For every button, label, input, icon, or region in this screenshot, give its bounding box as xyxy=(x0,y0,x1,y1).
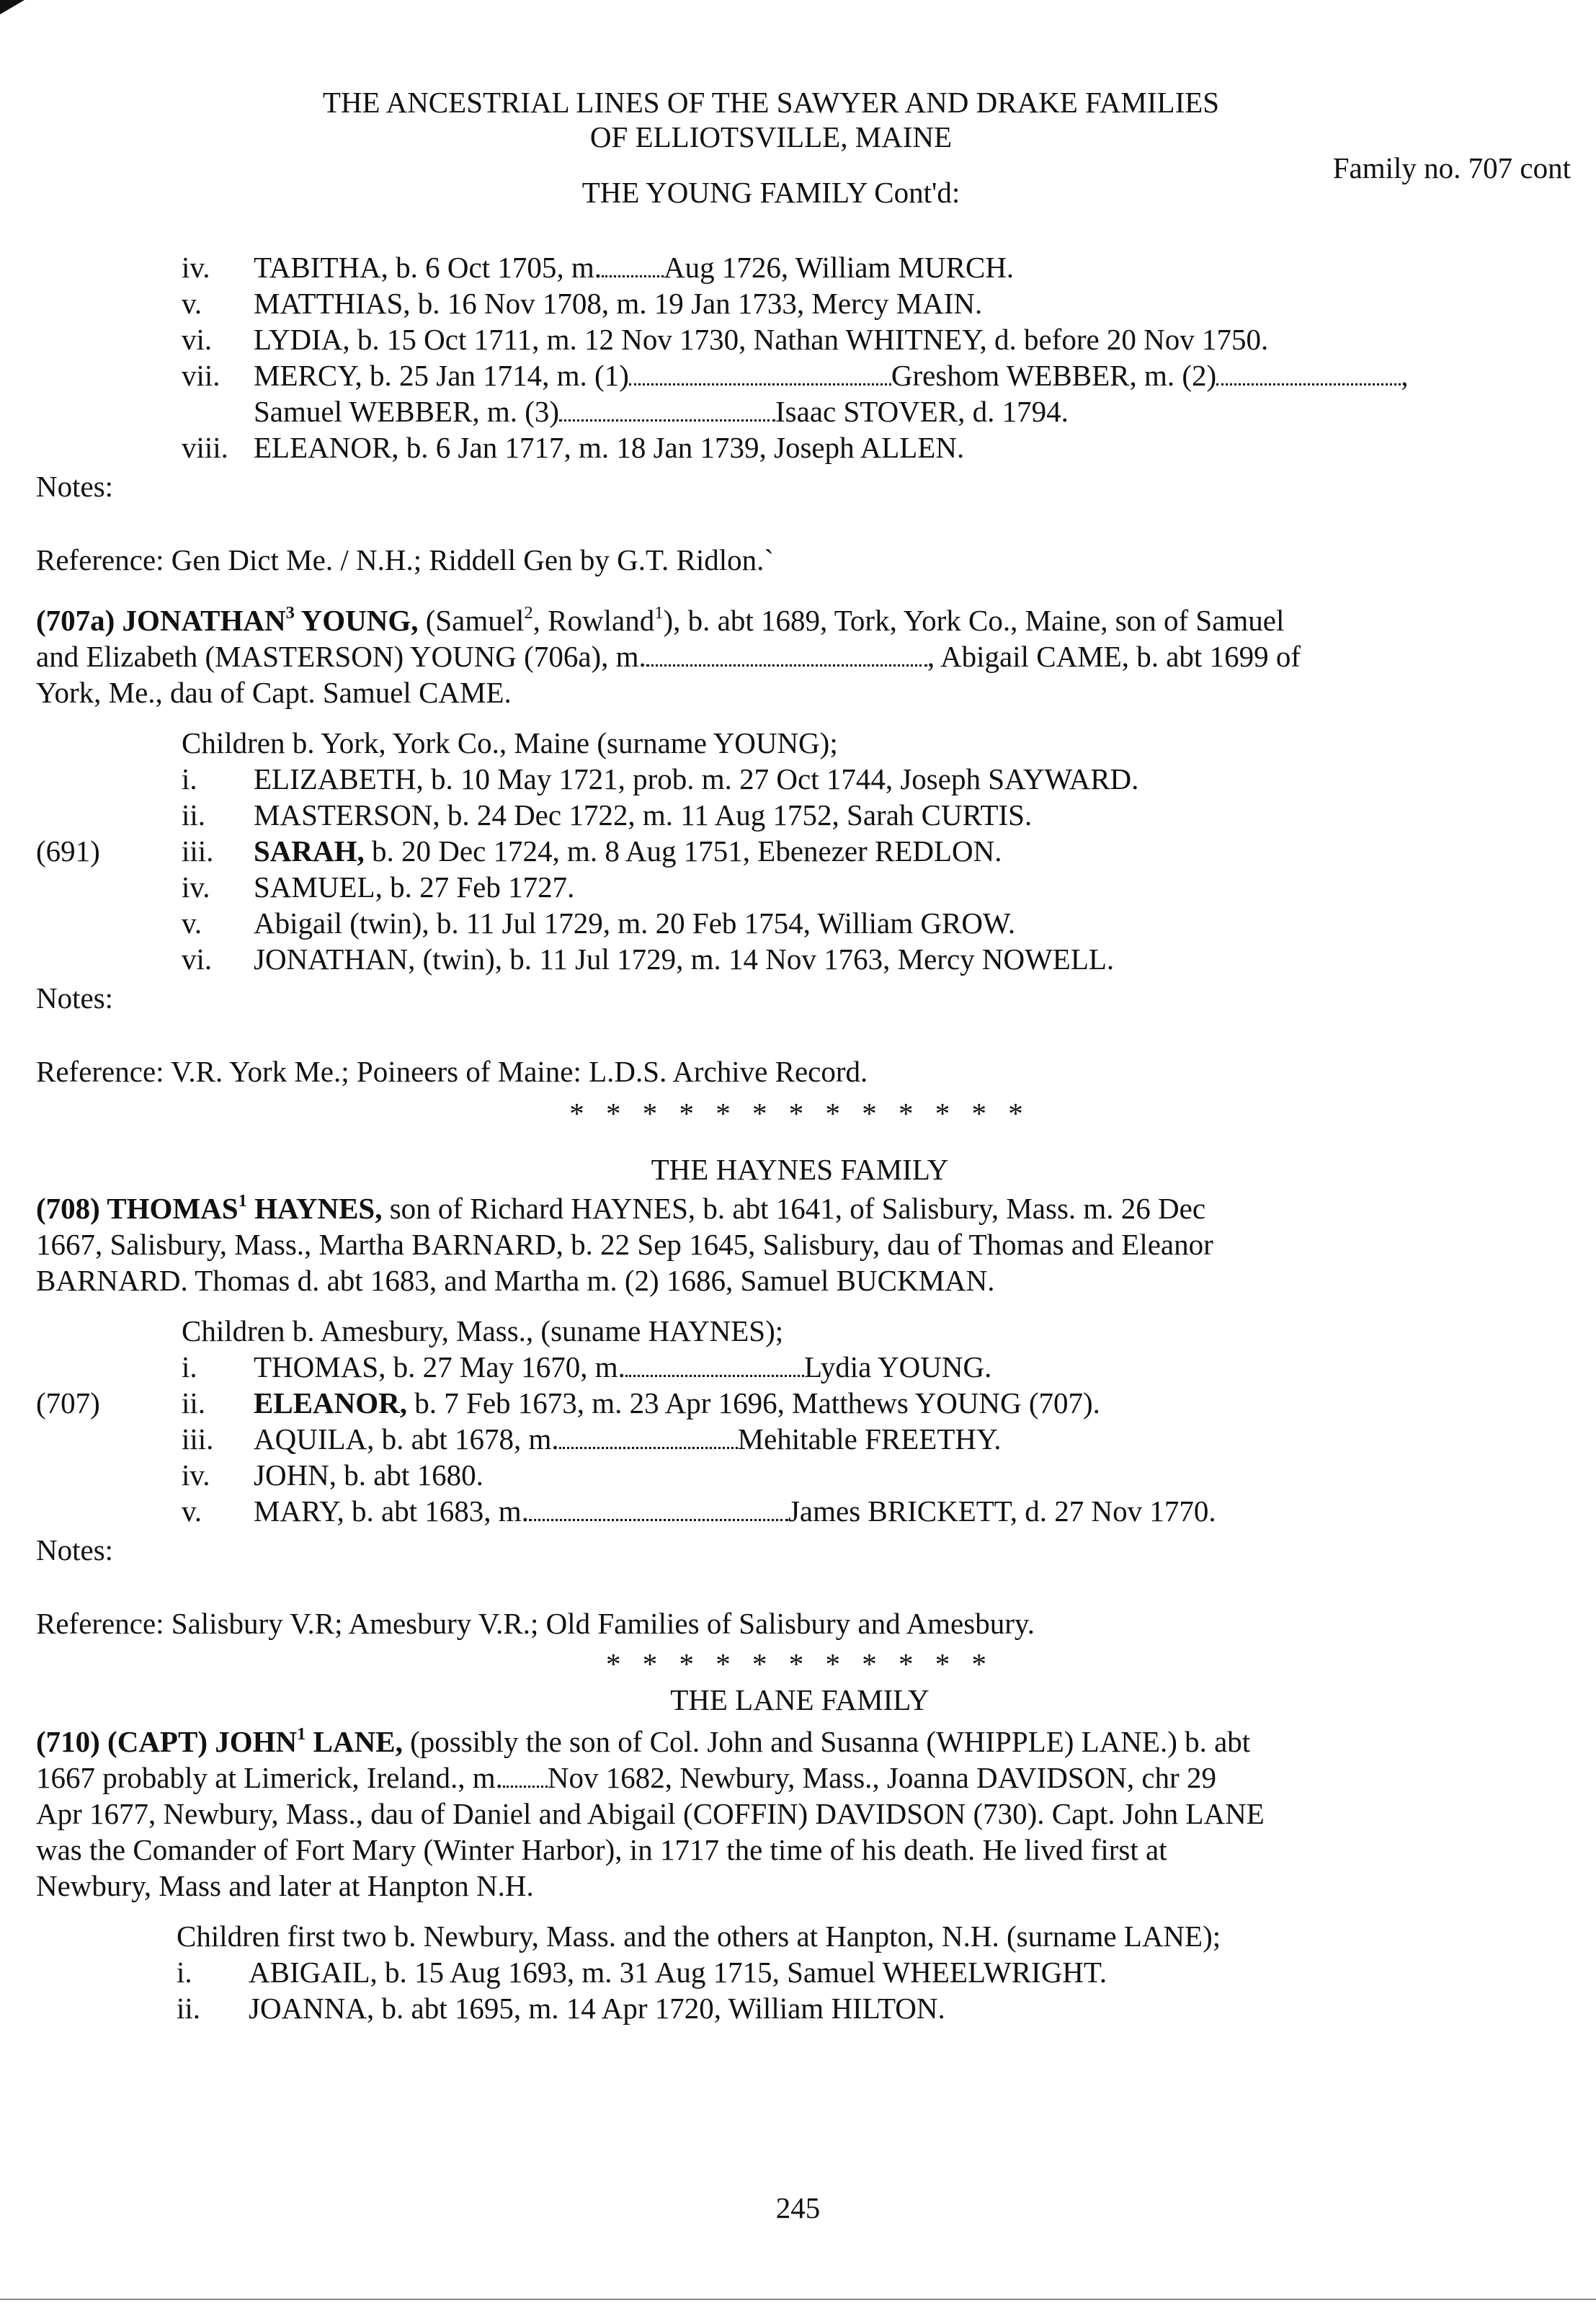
haynes-family-title: THE HAYNES FAMILY xyxy=(651,1153,949,1186)
notes-label: Notes: xyxy=(36,1533,114,1566)
list-item: i. ELIZABETH, b. 10 May 1721, prob. m. 27 Oct 1744, Joseph SAYWARD. xyxy=(182,762,1139,795)
cross-reference: (707) xyxy=(36,1386,100,1420)
list-item: iv. TABITHA, b. 6 Oct 1705, m. Aug 1726, William MURCH. xyxy=(182,251,1015,284)
list-item: ii. MASTERSON, b. 24 Dec 1722, m. 11 Aug 1752, Sarah CURTIS. xyxy=(182,798,1033,832)
entry-708-children: Children b. Amesbury, Mass., (suname HAYNES); i. THOMAS, b. 27 May 1670, m. Lydia YOUNG. (707) ii. ELEANOR, b. 7 Feb 1673, m. 23 Apr 1696, Matthews YOUNG (707). iii. AQUILA, b. abt 1678, m. Mehitable FREETHY. iv. JOHN, b. abt 1680. v. MARY, b. abt 1683, m. James BRICKETT, d. 27 Nov 1770. xyxy=(182,1313,1564,1529)
list-item: v. MARY, b. abt 1683, m. James BRICKETT, d. 27 Nov 1770. xyxy=(182,1494,1216,1528)
young-family-subtitle: THE YOUNG FAMILY Cont'd: xyxy=(581,176,960,209)
document-page xyxy=(36,85,1571,2026)
entry-707a: (707a) JONATHAN$^3$ YOUNG, (Samuel$^2$, Rowland$^1$), b. abt 1689, Tork, York Co., Maine, son of Samuel and Elizabeth (MASTERSON) YOUNG (706a), m. , Abigail CAME, b. abt 1699 of York, Me., dau of Capt. Samuel CAME. Children b. York, York Co., Maine (surname YOUNG); i. ELIZABETH, b. 10 May 1721, prob. m. 27 Oct 1744, Joseph SAYWARD. ii. MASTERSON, b. 24 Dec 1722, m. 11 Aug 1752, Sarah CURTIS. (691) iii. SARAH, b. 20 Dec 1724, m. 8 Aug 1751, Ebenezer REDLON. iv. SAMUEL, b. 27 Feb 1727. v. Abigail (twin), b. 11 Jul 1729, m. 20 Feb 1754, William GROW. vi. JONATHAN, (twin), b. 11 Jul 1729, m. 14 Nov 1763, Mercy NOWELL. Notes: Reference: V.R. York Me.; Poineers of Maine: L.D.S. Archive Record. xyxy=(36,602,1564,1089)
young-children-list xyxy=(182,249,1564,465)
list-item: vi. LYDIA, b. 15 Oct 1711, m. 12 Nov 1730, Nathan WHITNEY, d. before 20 Nov 1750. xyxy=(182,323,1269,356)
list-item: iv. JOHN, b. abt 1680. xyxy=(182,1458,483,1492)
family-number: Family no. 707 cont xyxy=(1332,151,1571,184)
entry-707a-children: Children b. York, York Co., Maine (surname YOUNG); i. ELIZABETH, b. 10 May 1721, prob. m. 27 Oct 1744, Joseph SAYWARD. ii. MASTERSON, b. 24 Dec 1722, m. 11 Aug 1752, Sarah CURTIS. (691) iii. SARAH, b. 20 Dec 1724, m. 8 Aug 1751, Ebenezer REDLON. iv. SAMUEL, b. 27 Feb 1727. v. Abigail (twin), b. 11 Jul 1729, m. 20 Feb 1754, William GROW. vi. JONATHAN, (twin), b. 11 Jul 1729, m. 14 Nov 1763, Mercy NOWELL. xyxy=(182,725,1564,977)
reference-line: Reference: V.R. York Me.; Poineers of Maine: L.D.S. Archive Record. xyxy=(36,1055,868,1088)
header-title-line2: OF ELLIOTSVILLE, MAINE xyxy=(589,120,953,153)
list-item: vi. JONATHAN, (twin), b. 11 Jul 1729, m. 14 Nov 1763, Mercy NOWELL. xyxy=(182,942,1115,976)
list-item: v. Abigail (twin), b. 11 Jul 1729, m. 20 Feb 1754, William GROW. xyxy=(182,906,1016,940)
list-item: v. MATTHIAS, b. 16 Nov 1708, m. 19 Jan 1733, Mercy MAIN. xyxy=(182,287,983,320)
entry-710-children: Children first two b. Newbury, Mass. and the others at Hanpton, N.H. (surname LANE); i. ABIGAIL, b. 15 Aug 1693, m. 31 Aug 1715, Samuel WHEELWRIGHT. ii. JOANNA, b. abt 1695, m. 14 Apr 1720, William HILTON. xyxy=(177,1918,1564,2026)
notes-label: Notes: xyxy=(36,981,114,1015)
entry-710: (710) (CAPT) JOHN$^1$ LANE, (possibly the son of Col. John and Susanna (WHIPPLE) LANE.) b. abt 1667 probably at Limerick, Ireland., m. Nov 1682, Newbury, Mass., Joanna DAVIDSON, chr 29 Apr 1677, Newbury, Mass., dau of Daniel and Abigail (COFFIN) DAVIDSON (730). Capt. John LANE was the Comander of Fort Mary (Winter Harbor), in 1717 the time of his death. He lived first at Newbury, Mass and later at Hanpton N.H. Children first two b. Newbury, Mass. and the others at Hanpton, N.H. (surname LANE); i. ABIGAIL, b. 15 Aug 1693, m. 31 Aug 1715, Samuel WHEELWRIGHT. ii. JOANNA, b. abt 1695, m. 14 Apr 1720, William HILTON. xyxy=(36,1724,1564,2026)
reference-line: Reference: Salisbury V.R; Amesbury V.R.; Old Families of Salisbury and Amesbury. xyxy=(36,1607,1035,1640)
notes-label: Notes: xyxy=(36,470,114,503)
list-item: vii. MERCY, b. 25 Jan 1714, m. (1) Greshom WEBBER, m. (2) , xyxy=(182,359,1409,392)
page-number: 245 xyxy=(775,2191,821,2224)
list-item: (691) iii. SARAH, b. 20 Dec 1724, m. 8 Aug 1751, Ebenezer REDLON. xyxy=(36,834,1002,868)
lane-family-title: THE LANE FAMILY xyxy=(670,1683,929,1716)
section-divider: * * * * * * * * * * * * * xyxy=(569,1097,1030,1130)
list-item: (707) ii. ELEANOR, b. 7 Feb 1673, m. 23 Apr 1696, Matthews YOUNG (707). xyxy=(36,1386,1100,1420)
list-item: i. ABIGAIL, b. 15 Aug 1693, m. 31 Aug 1715, Samuel WHEELWRIGHT. xyxy=(177,1956,1107,1989)
list-item: i. THOMAS, b. 27 May 1670, m. Lydia YOUNG. xyxy=(182,1350,992,1383)
list-item: iii. AQUILA, b. abt 1678, m. Mehitable FREETHY. xyxy=(182,1422,1002,1456)
list-item: ii. JOANNA, b. abt 1695, m. 14 Apr 1720, William HILTON. xyxy=(177,1992,945,2025)
list-item: Samuel WEBBER, m. (3) Isaac STOVER, d. 1794. xyxy=(254,395,1069,428)
header-title-line1: THE ANCESTRIAL LINES OF THE SAWYER AND DRAKE FAMILIES xyxy=(322,86,1220,119)
list-item: iv. SAMUEL, b. 27 Feb 1727. xyxy=(182,870,575,904)
cross-reference: (691) xyxy=(36,834,100,868)
reference-line: Reference: Gen Dict Me. / N.H.; Riddell Gen by G.T. Ridlon.` xyxy=(36,543,774,576)
bottom-rule xyxy=(0,2299,1596,2300)
section-divider: * * * * * * * * * * * xyxy=(606,1647,994,1680)
page-corner-mark xyxy=(0,0,24,14)
page-header xyxy=(36,85,1571,210)
list-item: viii. ELEANOR, b. 6 Jan 1717, m. 18 Jan 1739, Joseph ALLEN. xyxy=(182,431,965,464)
entry-708: (708) THOMAS$^1$ HAYNES, son of Richard HAYNES, b. abt 1641, of Salisbury, Mass. m. 26 Dec 1667, Salisbury, Mass., Martha BARNARD, b. 22 Sep 1645, Salisbury, dau of Thomas and Eleanor BARNARD. Thomas d. abt 1683, and Martha m. (2) 1686, Samuel BUCKMAN. Children b. Amesbury, Mass., (suname HAYNES); i. THOMAS, b. 27 May 1670, m. Lydia YOUNG. (707) ii. ELEANOR, b. 7 Feb 1673, m. 23 Apr 1696, Matthews YOUNG (707). iii. AQUILA, b. abt 1678, m. Mehitable FREETHY. iv. JOHN, b. abt 1680. v. MARY, b. abt 1683, m. James BRICKETT, d. 27 Nov 1770. Notes: Reference: Salisbury V.R; Amesbury V.R.; Old Families of Salisbury and Amesbury. xyxy=(36,1190,1564,1641)
